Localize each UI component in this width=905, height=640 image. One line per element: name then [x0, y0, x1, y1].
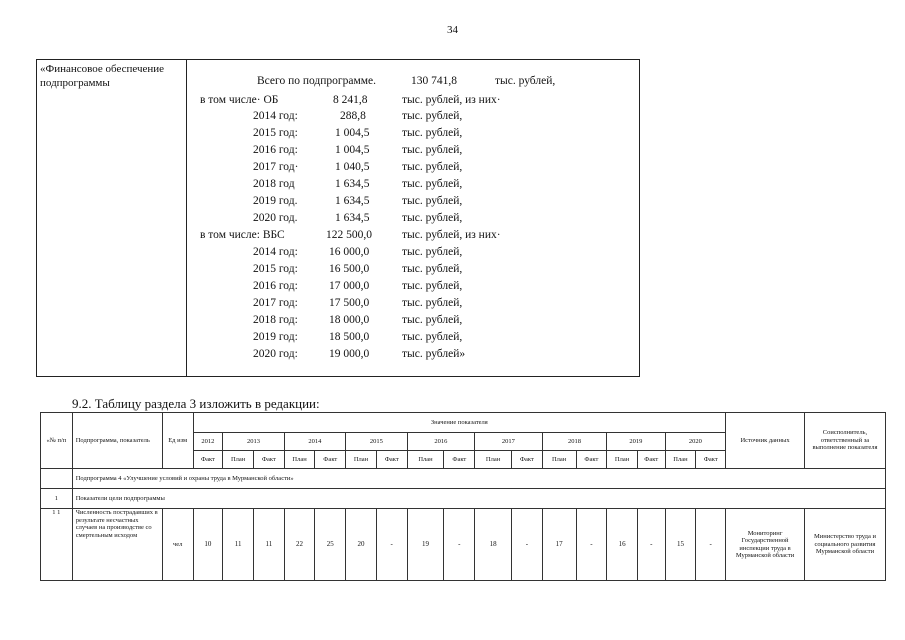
subprogram-title: Подпрограмма 4 «Улучшение условий и охраны труда в Мурманской области»: [72, 469, 885, 489]
subhead-cell: Факт: [696, 451, 726, 469]
header-values: Значение показателя: [193, 413, 726, 433]
vbs-unit: тыс. рублей»: [402, 348, 466, 360]
section-heading: 9.2. Таблицу раздела 3 изложить в редакции:: [72, 396, 320, 411]
empty-cell: [41, 469, 73, 489]
subhead-cell: Факт: [193, 451, 223, 469]
value-cell: 11: [253, 509, 284, 581]
vbs-value: 16 000,0: [329, 246, 370, 258]
ob-value: 1 634,5: [335, 195, 370, 207]
value-cell: 18: [475, 509, 512, 581]
value-cell: 20: [346, 509, 377, 581]
subhead-cell: План: [665, 451, 696, 469]
header-coexec: Соисполнитель, ответственный за выполнение показателя: [804, 413, 885, 469]
year-header: 2016: [407, 433, 475, 451]
year-header: 2014: [284, 433, 345, 451]
ob-year: 2016 год:: [253, 144, 298, 156]
subhead-cell: План: [475, 451, 512, 469]
value-cell: 16: [607, 509, 638, 581]
vbs-year: 2015 год:: [253, 263, 298, 275]
vbs-value: 18 000,0: [329, 314, 370, 326]
subhead-cell: Факт: [444, 451, 475, 469]
ob-year: 2020 год.: [253, 212, 298, 224]
vbs-year: 2017 год:: [253, 297, 298, 309]
value-cell: 19: [407, 509, 444, 581]
goal-row: [41, 489, 886, 509]
subprogram-row: [41, 469, 886, 489]
vbs-year: 2020 год:: [253, 348, 298, 360]
subhead-cell: План: [607, 451, 638, 469]
value-cell: -: [444, 509, 475, 581]
subhead-cell: Факт: [637, 451, 665, 469]
indicator-table: [40, 412, 886, 581]
year-header: 2015: [346, 433, 407, 451]
goal-title: Показатели цели подпрограммы: [72, 489, 885, 509]
ob-unit: тыс. рублей,: [402, 144, 463, 156]
subhead-cell: План: [542, 451, 576, 469]
vbs-header-unit: тыс. рублей, из них·: [402, 229, 501, 241]
year-header: 2012: [193, 433, 223, 451]
total-value: 130 741,8: [411, 75, 457, 87]
vbs-value: 16 500,0: [329, 263, 370, 275]
total-label: Всего по подпрограмме.: [257, 75, 377, 87]
data-source: Мониторинг Государственной инспекции труда в Мурманской области: [726, 509, 805, 581]
subhead-cell: Факт: [253, 451, 284, 469]
value-cell: -: [512, 509, 543, 581]
ob-unit: тыс. рублей,: [402, 195, 463, 207]
vbs-header-label: в том числе: ВБС: [200, 229, 285, 241]
vbs-unit: тыс. рублей,: [402, 263, 463, 275]
indicator-unit: чел: [162, 509, 193, 581]
year-header: 2019: [607, 433, 665, 451]
ob-value: 1 040,5: [335, 161, 370, 173]
ob-unit: тыс. рублей,: [402, 178, 463, 190]
subhead-cell: Факт: [315, 451, 346, 469]
value-cell: 11: [223, 509, 254, 581]
subhead-cell: План: [407, 451, 444, 469]
ob-unit: тыс. рублей,: [402, 212, 463, 224]
subhead-cell: Факт: [576, 451, 607, 469]
vbs-header-value: 122 500,0: [326, 229, 372, 241]
value-cell: -: [376, 509, 407, 581]
subhead-cell: Факт: [512, 451, 543, 469]
value-cell: -: [576, 509, 607, 581]
vbs-value: 17 000,0: [329, 280, 370, 292]
vbs-unit: тыс. рублей,: [402, 280, 463, 292]
page-number: 34: [447, 24, 458, 36]
goal-num: 1: [41, 489, 73, 509]
header-name: Подпрограмма, показатель: [72, 413, 162, 469]
ob-year: 2014 год:: [253, 110, 298, 122]
ob-value: 1 634,5: [335, 212, 370, 224]
year-header: 2020: [665, 433, 726, 451]
header-num: «№ п/п: [41, 413, 73, 469]
financing-divider: [186, 59, 187, 377]
ob-header-unit: тыс. рублей, из них·: [402, 94, 501, 106]
ob-header-label: в том числе· ОБ: [200, 94, 279, 106]
total-unit: тыс. рублей,: [495, 75, 556, 87]
ob-unit: тыс. рублей,: [402, 110, 463, 122]
year-header: 2017: [475, 433, 543, 451]
vbs-value: 17 500,0: [329, 297, 370, 309]
table-row: [41, 509, 886, 581]
subhead-cell: План: [284, 451, 315, 469]
year-header: 2018: [542, 433, 607, 451]
vbs-unit: тыс. рублей,: [402, 314, 463, 326]
vbs-unit: тыс. рублей,: [402, 246, 463, 258]
ob-value: 288,8: [340, 110, 366, 122]
subhead-cell: План: [223, 451, 254, 469]
table-header-row: [41, 413, 886, 433]
ob-value: 1 004,5: [335, 144, 370, 156]
ob-unit: тыс. рублей,: [402, 127, 463, 139]
value-cell: 22: [284, 509, 315, 581]
subhead-cell: План: [346, 451, 377, 469]
ob-value: 1 004,5: [335, 127, 370, 139]
value-cell: -: [637, 509, 665, 581]
year-header: 2013: [223, 433, 284, 451]
vbs-value: 18 500,0: [329, 331, 370, 343]
indicator-name: Численность пострадавших в результате несчастных случаев на производстве со смертельным исходом: [72, 509, 162, 581]
value-cell: -: [696, 509, 726, 581]
value-cell: 10: [193, 509, 223, 581]
value-cell: 17: [542, 509, 576, 581]
subhead-cell: Факт: [376, 451, 407, 469]
ob-year: 2018 год: [253, 178, 295, 190]
vbs-value: 19 000,0: [329, 348, 370, 360]
vbs-year: 2018 год:: [253, 314, 298, 326]
ob-header-value: 8 241,8: [333, 94, 368, 106]
ob-unit: тыс. рублей,: [402, 161, 463, 173]
row-num: 1 1: [41, 509, 73, 581]
financing-label: «Финансовое обеспечение подпрограммы: [40, 63, 165, 89]
ob-value: 1 634,5: [335, 178, 370, 190]
ob-year: 2017 год·: [253, 161, 299, 173]
header-source: Источник данных: [726, 413, 805, 469]
vbs-year: 2014 год:: [253, 246, 298, 258]
vbs-year: 2016 год:: [253, 280, 298, 292]
value-cell: 25: [315, 509, 346, 581]
ob-year: 2015 год:: [253, 127, 298, 139]
ob-year: 2019 год.: [253, 195, 298, 207]
value-cell: 15: [665, 509, 696, 581]
vbs-unit: тыс. рублей,: [402, 297, 463, 309]
vbs-unit: тыс. рублей,: [402, 331, 463, 343]
co-executor: Министерство труда и социального развития Мурманской области: [804, 509, 885, 581]
vbs-year: 2019 год:: [253, 331, 298, 343]
header-unit: Ед изм: [162, 413, 193, 469]
